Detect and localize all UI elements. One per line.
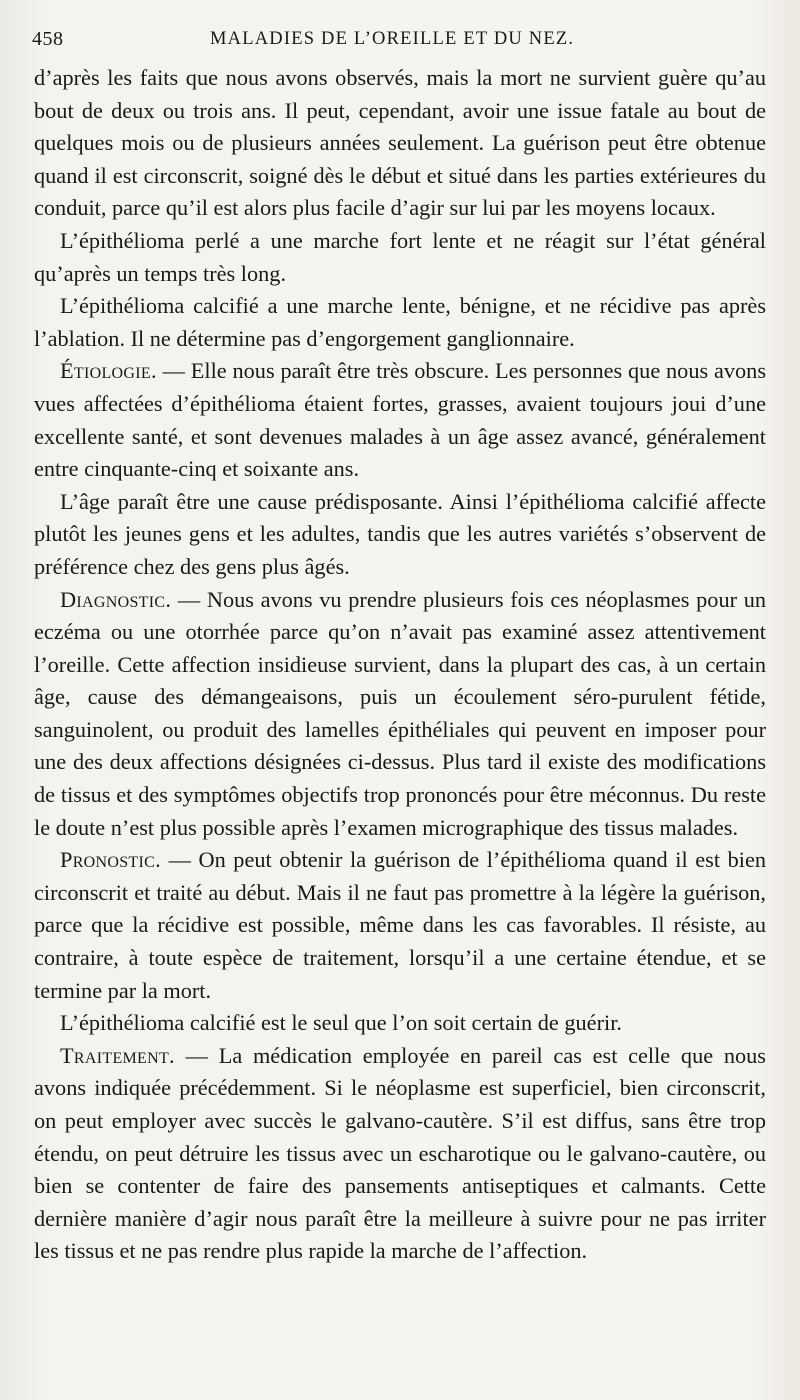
paragraph-age [34,486,766,584]
section-heading-etiology: Étiologie. [60,358,157,384]
paragraph-text: L’épithélioma perlé a une marche fort lente et ne réagit sur l’état général qu’après un temps très long. [34,227,766,286]
paragraph-text: — On peut obtenir la guérison de l’épithélioma quand il est bien circonscrit et traité au début. Mais il ne faut pas promettre à la légère la guérison, parce que la récidive est possible, même dans les cas favorables. Il résiste, au contraire, à toute espèce de traitement, lorsqu’il a une certaine étendue, et se termine par la mort. [34,847,766,1003]
paragraph-text: d’après les faits que nous avons observés, mais la mort ne survient guère qu’au bout de deux ou trois ans. Il peut, cependant, avoir une issue fatale au bout de quelques mois ou de plusieurs années seulement. La guérison peut être obtenue quand il est circonscrit, soigné dès le début et situé dans les parties extérieures du conduit, parce qu’il est alors plus facile d’agir sur lui par les moyens locaux. [34,65,766,221]
page-header [30,28,770,58]
paragraph-text: — Nous avons vu prendre plusieurs fois ces néoplasmes pour un eczéma ou une otorrhée parce qu’on n’avait pas examiné assez attentivement l’oreille. Cette affection insidieuse survient, dans la plupart des cas, à un certain âge, cause des démangeaisons, puis un écoulement séro-purulent fétide, sanguinolent, ou produit des lamelles épithéliales qui peuvent en imposer pour une des deux affections désignées ci-dessus. Plus tard il existe des modifications de tissus et des symptômes objectifs trop prononcés pour être méconnus. Du reste le doute n’est plus possible après l’examen micrographique des tissus malades. [34,586,766,840]
paragraph-text: L’âge paraît être une cause prédisposante. Ainsi l’épithélioma calcifié affecte plutôt les jeunes gens et les adultes, tandis que les autres variétés s’observent de préférence chez des gens plus âgés. [34,488,766,579]
paragraph-text: — Elle nous paraît être très obscure. Les personnes que nous avons vues affectées d’épithélioma étaient fortes, grasses, avaient toujours joui d’une excellente santé, et sont devenues malades à un âge assez avancé, généralement entre cinquante-cinq et soixante ans. [34,358,766,482]
body-text [34,62,766,1268]
section-heading-prognosis: Pronostic. [60,847,161,873]
paragraph-prognosis-continued [34,62,766,225]
section-heading-diagnosis: Diagnostic. [60,586,172,612]
paragraph-text: L’épithélioma calcifié a une marche lente, bénigne, et ne récidive pas après l’ablation. Il ne détermine pas d’engorgement ganglionnaire. [34,293,766,351]
paragraph-text: — La médication employée en pareil cas est celle que nous avons indiquée précédemment. Si le néoplasme est superficiel, bien circonscrit, on peut employer avec succès le galvano-cautère. S’il est diffus, sans être trop étendu, on peut détruire les tissus avec un escharotique ou le galvano-cautère, ou bien se contenter de faire des pansements antiseptiques et calmants. Cette dernière manière d’agir nous paraît être la meilleure à suivre pour ne pas irriter les tissus et ne pas rendre plus rapide la marche de l’affection. [34,1042,766,1264]
paragraph-text: L’épithélioma calcifié est le seul que l’on soit certain de guérir. [60,1010,622,1036]
paragraph-etiology [34,355,766,485]
section-heading-treatment: Traitement. [60,1042,175,1068]
page-number: 458 [32,28,64,50]
running-title: MALADIES DE L’OREILLE ET DU NEZ. [210,29,575,49]
paragraph-calcified-epithelioma [34,290,766,355]
paragraph-prognosis [34,844,766,1007]
paragraph-diagnosis [34,584,766,845]
paragraph-calcified-cure [34,1007,766,1040]
paragraph-pearl-epithelioma [34,225,766,290]
paragraph-treatment [34,1040,766,1268]
